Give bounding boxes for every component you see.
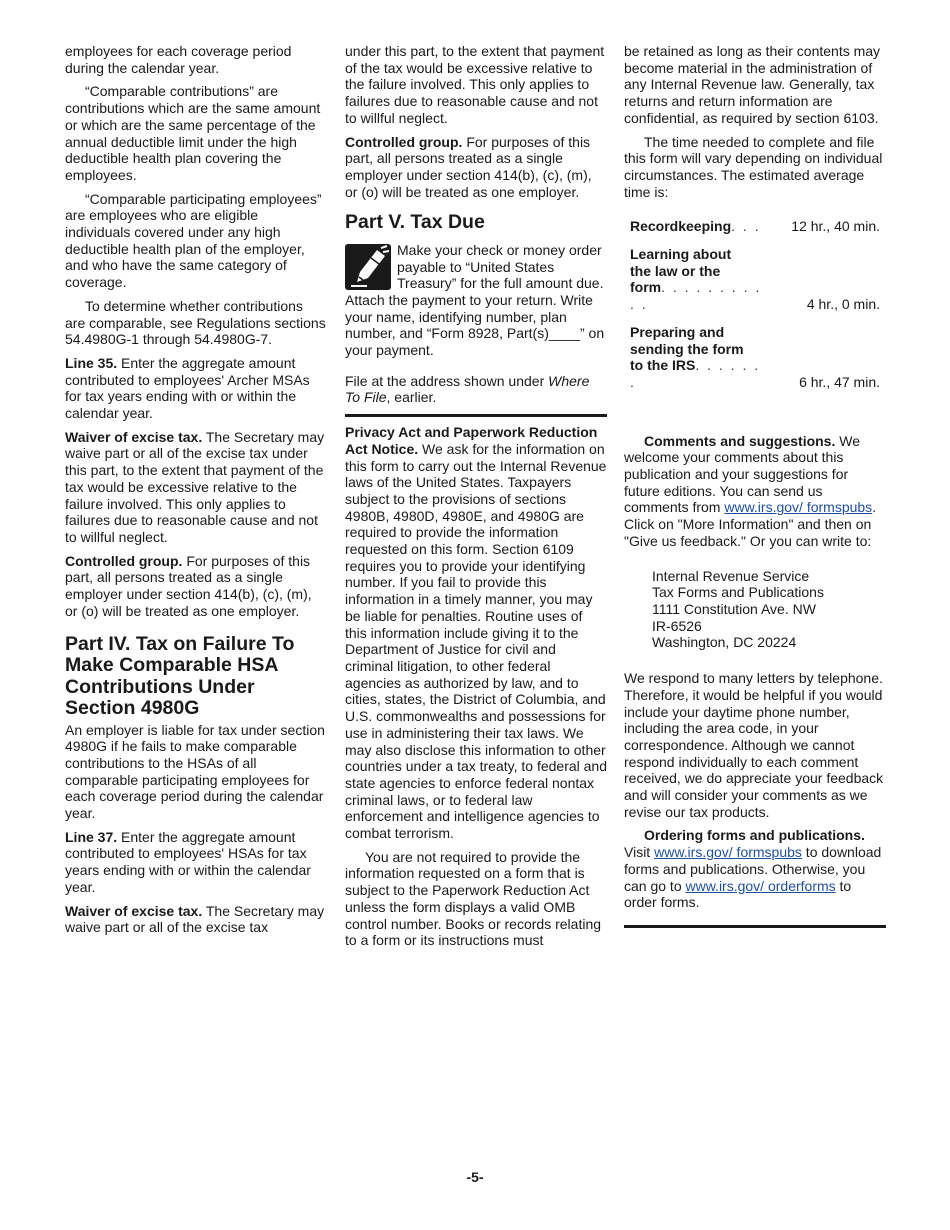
ordering-heading: Ordering forms and publications. [644,827,865,844]
comments-text-1: We welcome your comments about this publication and your suggestions for future editions. You can send us comments from [624,432,860,516]
formspubs-download-link[interactable]: www.irs.gov/ formspubs [654,844,802,861]
time-value: 4 hr., 0 min. [806,296,880,313]
waiver-2-paragraph [65,903,327,936]
payment-text: Make your check or money order payable to “United States Treasury” for the full amount due. Attach the payment to your return. Write your name, identifying number, plan number, and “Form 8928, Part(s)____” on your payment. [345,241,605,359]
line-37-heading: Line 37. [65,828,118,845]
table-row [624,321,886,399]
column-3 [624,43,886,935]
file-text-post: , earlier. [386,389,437,406]
comparable-employees-paragraph: “Comparable participating employees” are employees who are eligible individuals covered under any high deductible health plan of the employer, and who have the same category of coverage. [65,190,322,291]
time-paragraph: The time needed to complete and file this form will vary depending on individual circumstances. The estimated average time is: [624,133,883,200]
time-value: 6 hr., 47 min. [799,373,880,390]
not-required-paragraph: You are not required to provide the information requested on a form that is subject to the Paperwork Reduction Act unless the form displays a valid OMB control number. Books or records relating to a form or its instructions must [345,848,602,949]
ordering-pre: Visit [624,844,655,861]
time-estimate-table [624,215,886,398]
comments-paragraph [624,433,886,550]
time-label: Preparing and sending the form to the IRS. . . . . . . [630,323,761,390]
waiver-2-text: The Secretary may waive part or all of the excise tax [65,902,325,936]
file-text-pre: File at the address shown under [345,372,549,389]
line-37-text: Enter the aggregate amount contributed to employees' HSAs for tax years ending with or within the calendar year. [65,828,311,895]
orderforms-link[interactable]: www.irs.gov/ orderforms [685,877,836,894]
retained-paragraph: be retained as long as their contents may become material in the administration of any Internal Revenue law. Generally, tax returns and return information are confidential, as required by section 6103. [624,43,881,126]
address-line: Washington, DC 20224 [652,634,797,651]
comments-heading: Comments and suggestions. [644,432,836,449]
payment-paragraph [345,242,607,359]
controlled-group-heading: Controlled group. [65,552,183,569]
controlled-group-paragraph [65,553,327,620]
controlled-group-2-paragraph [345,134,607,201]
formspubs-link[interactable]: www.irs.gov/ formspubs [724,499,873,516]
mailing-address [652,568,886,652]
waiver-text: The Secretary may waive part or all of the excise tax under this part, to the extent that payment of the tax would be excessive relative to the failure involved. This only applies to failures due to reasonable cause and not to willful neglect. [65,428,325,545]
table-row [624,243,886,321]
part-4-paragraph: An employer is liable for tax under section 4980G if he fails to make comparable contributions to the HSAs of all comparable participating employees for each coverage period during the calendar year. [65,721,325,822]
file-address-paragraph [345,373,607,406]
controlled-group-2-heading: Controlled group. [345,133,463,150]
controlled-group-2-text: For purposes of this part, all persons treated as a single employer under section 414(b), (c), (m), or (o) will be treated as one employer. [345,133,592,200]
comments-text-2: . Click on "More Information" and then on "Give us feedback." Or you can write to: [624,499,877,549]
continued-paragraph: under this part, to the extent that payment of the tax would be excessive relative to the failure involved. This only applies to failures due to reasonable cause and not to willful neglect. [345,43,605,126]
line-35-paragraph [65,355,327,422]
where-to-file-ref: Where To File [345,372,590,406]
page-number: -5- [466,1169,484,1185]
pen-icon [345,244,391,290]
ordering-post: to order forms. [624,877,852,911]
privacy-text: We ask for the information on this form to carry out the Internal Revenue laws of the United States. Taxpayers subject to the provisions of sections 4980B, 4980D, 4980E, and 4980G are required to provide the information requested on this form. Section 6109 requires you to provide your identifying number. If you fail to provide this information in a timely manner, you may be liable for penalties. Routine uses of this information include giving it to the Department of Justice for civil and criminal litigation, to other federal agencies as authorized by law, and to cities, states, the District of Columbia, and U.S. commonwealths and possessions for use in administering their tax laws. We may also disclose this information to other countries under a tax treaty, to federal and state agencies to enforce federal nontax criminal laws, or to federal law enforcement and intelligence agencies to combat terrorism. [345,440,608,842]
line-35-heading: Line 35. [65,354,118,371]
part-4-heading: Part IV. Tax on Failure To Make Comparable HSA Contributions Under Section 4980G [65,632,295,719]
address-line: IR-6526 [652,617,702,634]
column-2 [345,43,607,956]
address-line: Internal Revenue Service [652,567,810,584]
part-5-heading: Part V. Tax Due [345,211,485,234]
section-divider [345,414,607,417]
line-37-paragraph [65,829,327,896]
privacy-heading: Privacy Act and Paperwork Reduction Act Notice. [345,424,598,457]
waiver-heading: Waiver of excise tax. [65,428,203,445]
ordering-mid: to download forms and publications. Otherwise, you can go to [624,844,882,894]
address-line: 1111 Constitution Ave. NW [652,600,816,617]
time-value: 12 hr., 40 min. [791,218,880,235]
privacy-paragraph [345,424,607,842]
end-divider [624,925,886,928]
controlled-group-text: For purposes of this part, all persons treated as a single employer under section 414(b), (c), (m), or (o) will be treated as one employer. [65,552,312,619]
determine-paragraph: To determine whether contributions are comparable, see Regulations sections 54.4980G-1 through 54.4980G-7. [65,297,326,348]
intro-paragraph: employees for each coverage period during the calendar year. [65,43,292,76]
waiver-2-heading: Waiver of excise tax. [65,902,203,919]
time-label: Learning about the law or the form. . . . . . . . . . . [630,246,762,313]
table-row [624,215,886,243]
comparable-contributions-paragraph: “Comparable contributions” are contributions which are the same amount or which are the same percentage of the annual deductible limit under the high deductible health plan covering the employees. [65,83,321,183]
waiver-paragraph [65,429,327,546]
line-35-text: Enter the aggregate amount contributed to employees' Archer MSAs for tax years ending with or within the calendar year. [65,354,310,422]
respond-paragraph: We respond to many letters by telephone. Therefore, it would be helpful if you would include your daytime phone number, including the area code, in your correspondence. Although we cannot respond individually to each comment received, we do appreciate your feedback and will consider your comments as we revise our tax products. [624,670,884,820]
column-1 [65,43,327,943]
address-line: Tax Forms and Publications [652,584,824,601]
ordering-paragraph [624,827,886,911]
time-label: Recordkeeping. . . [630,218,761,235]
